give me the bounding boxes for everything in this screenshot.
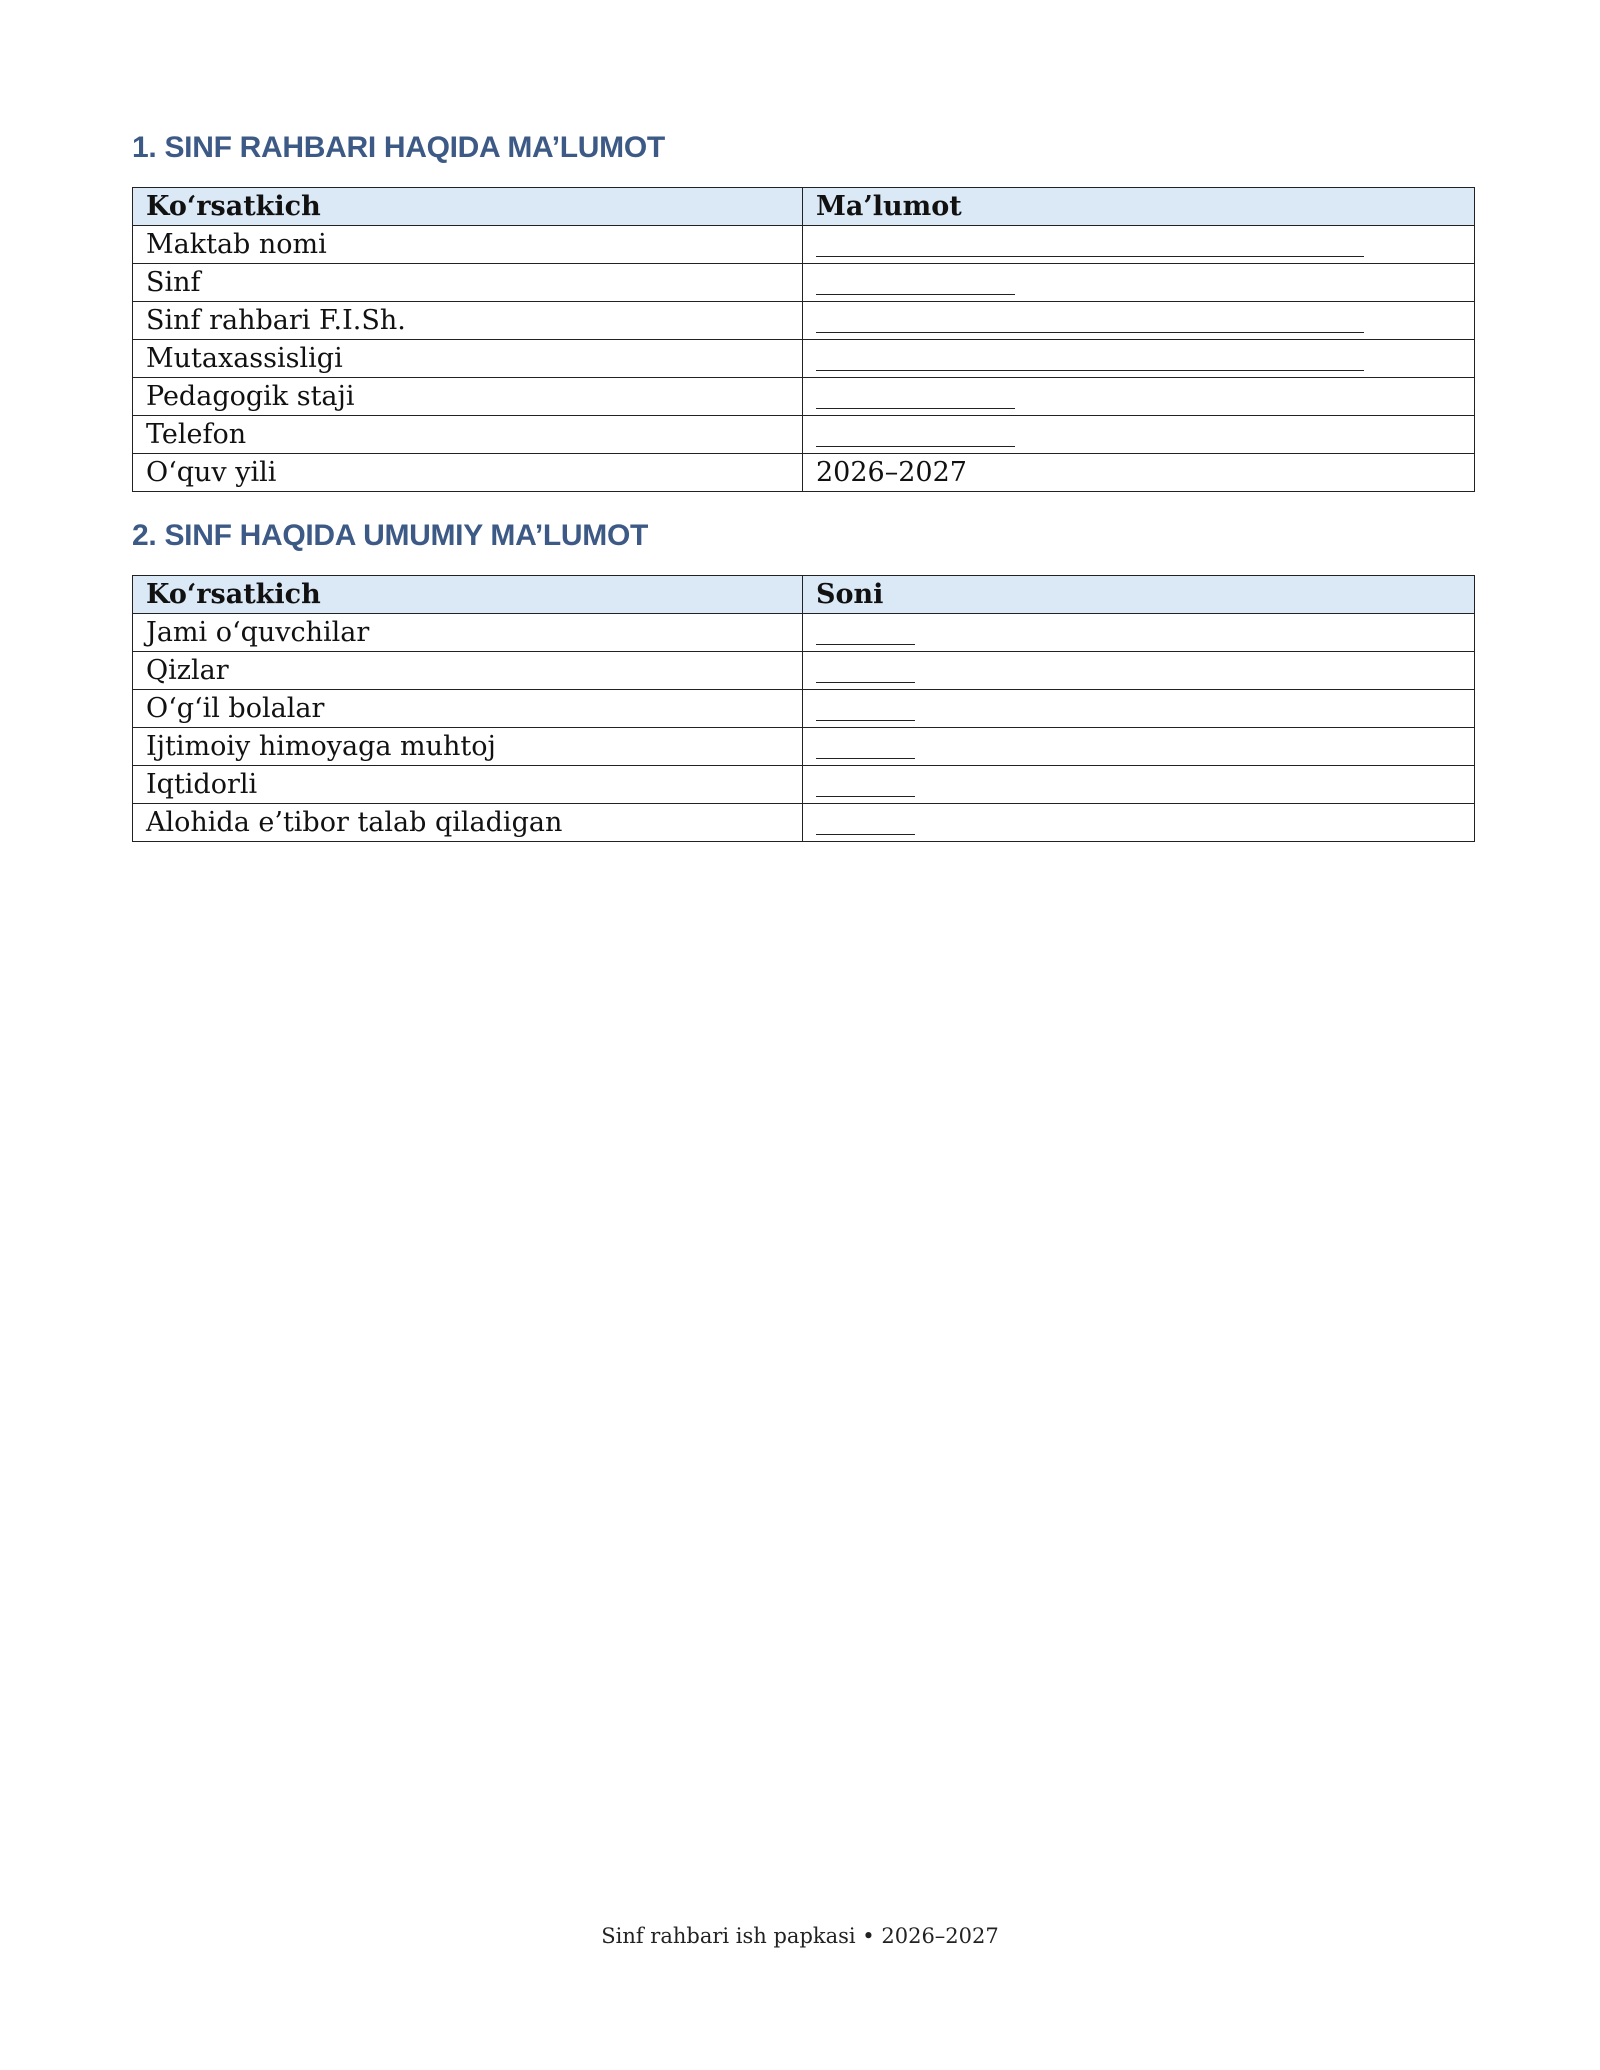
table-row: [133, 728, 1475, 766]
table-header-row: [133, 188, 1475, 226]
row-value[interactable]: [803, 652, 1475, 690]
row-value[interactable]: [803, 416, 1475, 454]
fill-in-blank[interactable]: [816, 656, 915, 683]
row-label: Alohida e’tibor talab qiladigan: [133, 804, 803, 842]
row-value[interactable]: [803, 690, 1475, 728]
column-header-info: Ma’lumot: [803, 188, 1475, 226]
row-value[interactable]: [803, 766, 1475, 804]
row-value[interactable]: [803, 804, 1475, 842]
page-footer: Sinf rahbari ish papkasi • 2026–2027: [601, 1924, 999, 1948]
fill-in-blank[interactable]: [816, 344, 1364, 371]
section-1-title: 1. SINF RAHBARI HAQIDA MA’LUMOT: [132, 131, 665, 164]
row-label: Mutaxassisligi: [133, 340, 803, 378]
fill-in-blank[interactable]: [816, 732, 915, 759]
fill-in-blank[interactable]: [816, 268, 1015, 295]
row-label: Jami o‘quvchilar: [133, 614, 803, 652]
table-row: [133, 804, 1475, 842]
section-2-title: 2. SINF HAQIDA UMUMIY MA’LUMOT: [132, 519, 649, 552]
row-value[interactable]: [803, 340, 1475, 378]
row-value[interactable]: [803, 226, 1475, 264]
table-row: [133, 766, 1475, 804]
section-2: [132, 516, 1474, 842]
fill-in-blank[interactable]: [816, 618, 915, 645]
row-label: Qizlar: [133, 652, 803, 690]
column-header-indicator: Ko‘rsatkich: [133, 576, 803, 614]
row-value[interactable]: [803, 302, 1475, 340]
row-value[interactable]: [803, 264, 1475, 302]
table-row: [133, 340, 1475, 378]
fill-in-blank[interactable]: [816, 808, 915, 835]
row-label: Sinf rahbari F.I.Sh.: [133, 302, 803, 340]
column-header-count: Soni: [803, 576, 1475, 614]
document-page: [132, 128, 1474, 842]
table-row: [133, 690, 1475, 728]
table-row: [133, 226, 1475, 264]
table-row: [133, 416, 1475, 454]
row-label: O‘quv yili: [133, 454, 803, 492]
row-value: 2026–2027: [803, 454, 1475, 492]
table-row: [133, 264, 1475, 302]
teacher-info-table: [132, 187, 1475, 492]
column-header-indicator: Ko‘rsatkich: [133, 188, 803, 226]
table-row: [133, 614, 1475, 652]
row-value[interactable]: [803, 728, 1475, 766]
fill-in-blank[interactable]: [816, 770, 915, 797]
row-label: Telefon: [133, 416, 803, 454]
table-row: [133, 378, 1475, 416]
row-value[interactable]: [803, 614, 1475, 652]
table-header-row: [133, 576, 1475, 614]
table-row: [133, 454, 1475, 492]
fill-in-blank[interactable]: [816, 382, 1015, 409]
table-row: [133, 652, 1475, 690]
table-row: [133, 302, 1475, 340]
row-label: Pedagogik staji: [133, 378, 803, 416]
row-label: Ijtimoiy himoyaga muhtoj: [133, 728, 803, 766]
row-label: Iqtidorli: [133, 766, 803, 804]
fill-in-blank[interactable]: [816, 694, 915, 721]
row-label: O‘g‘il bolalar: [133, 690, 803, 728]
row-label: Sinf: [133, 264, 803, 302]
fill-in-blank[interactable]: [816, 420, 1015, 447]
row-value[interactable]: [803, 378, 1475, 416]
fill-in-blank[interactable]: [816, 230, 1364, 257]
fill-in-blank[interactable]: [816, 306, 1364, 333]
row-label: Maktab nomi: [133, 226, 803, 264]
class-info-table: [132, 575, 1475, 842]
